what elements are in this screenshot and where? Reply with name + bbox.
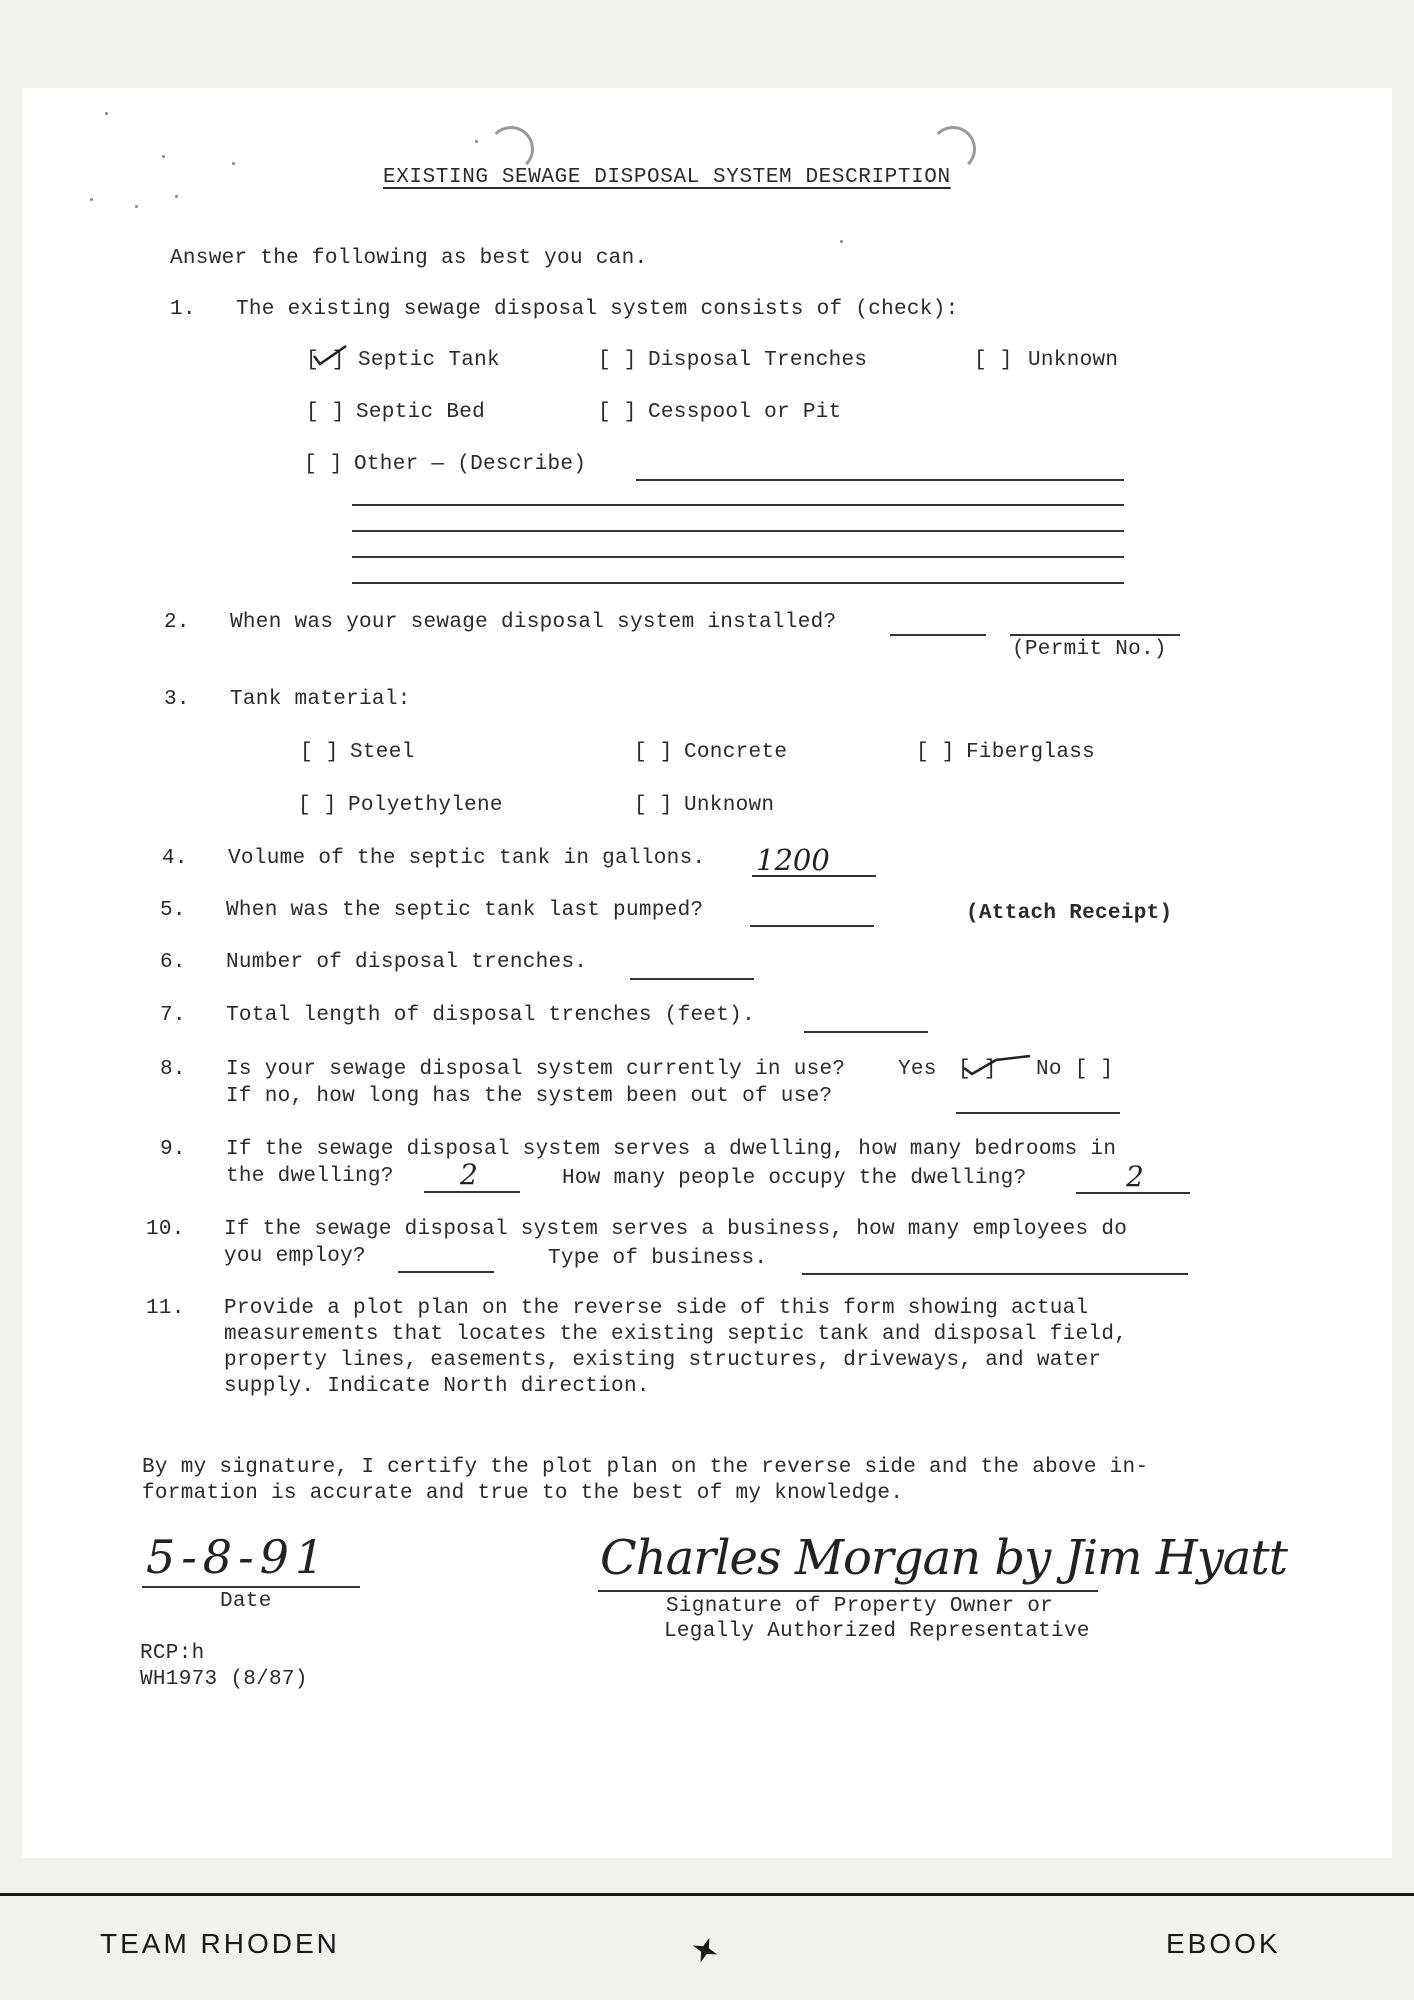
option-unknown-system: Unknown [1028,349,1119,372]
other-describe-line-5[interactable] [352,582,1124,584]
checkbox-unknown-system[interactable]: [ ] [974,349,1013,372]
q1-number: 1. [170,298,196,321]
trench-length-field[interactable] [804,1031,928,1033]
other-describe-line-1[interactable] [636,479,1124,481]
form-title: EXISTING SEWAGE DISPOSAL SYSTEM DESCRIPTION [383,166,951,189]
other-describe-line-3[interactable] [352,530,1124,532]
option-polyethylene: Polyethylene [348,794,503,817]
option-cesspool: Cesspool or Pit [648,401,842,424]
trench-count-field[interactable] [630,978,754,980]
q8-no-option[interactable]: No [ ] [1036,1058,1114,1081]
option-septic-bed: Septic Bed [356,401,486,424]
checkbox-in-use-yes[interactable]: [ ] [958,1058,997,1081]
q4-text: Volume of the septic tank in gallons. [228,847,706,870]
out-of-use-duration-field[interactable] [956,1112,1120,1114]
certification-line-1: By my signature, I certify the plot plan on the reverse side and the above in- [142,1456,1149,1479]
footer-label: EBOOK [1166,1928,1281,1959]
option-disposal-trenches: Disposal Trenches [648,349,868,372]
q2-number: 2. [164,611,190,634]
signature-label-2: Legally Authorized Representative [664,1620,1090,1643]
date-field[interactable] [142,1586,360,1588]
q8-text: Is your sewage disposal system currently in use? [226,1058,846,1081]
q5-text: When was the septic tank last pumped? [226,899,704,922]
certification-line-2: formation is accurate and true to the best of my knowledge. [142,1482,904,1505]
q8-yes-label: Yes [898,1058,937,1081]
checkbox-concrete[interactable]: [ ] [634,741,673,764]
q9-number: 9. [160,1138,186,1161]
business-type-field[interactable] [802,1273,1188,1275]
q2-text: When was your sewage disposal system installed? [230,611,837,634]
checkmark-icon [310,338,350,368]
other-describe-line-2[interactable] [352,504,1124,506]
checkbox-disposal-trenches[interactable]: [ ] [598,349,637,372]
option-other: Other — (Describe) [354,453,587,476]
form-code-2: WH1973 (8/87) [140,1668,308,1691]
date-label: Date [220,1590,272,1613]
q8-number: 8. [160,1058,186,1081]
q7-number: 7. [160,1004,186,1027]
checkbox-steel[interactable]: [ ] [300,741,339,764]
footer-divider [0,1893,1414,1896]
q3-number: 3. [164,688,190,711]
q11-line-3: property lines, easements, existing structures, driveways, and water [224,1349,1102,1372]
checkbox-septic-bed[interactable]: [ ] [306,401,345,424]
q11-line-2: measurements that locates the existing septic tank and disposal field, [224,1323,1128,1346]
form-intro: Answer the following as best you can. [170,247,648,270]
permit-label: (Permit No.) [1012,638,1167,661]
option-septic-tank: Septic Tank [358,349,500,372]
option-fiberglass: Fiberglass [966,741,1096,764]
q6-number: 6. [160,951,186,974]
q4-number: 4. [162,847,188,870]
signature-label-1: Signature of Property Owner or [666,1595,1054,1618]
q9-text: If the sewage disposal system serves a dwelling, how many bedrooms in [226,1138,1117,1161]
checkbox-polyethylene[interactable]: [ ] [298,794,337,817]
footer-brand: TEAM RHODEN [100,1928,340,1959]
four-point-star-icon [690,1935,720,1965]
q3-text: Tank material: [230,688,411,711]
date-value: 5-8-91 [146,1530,331,1584]
checkbox-unknown-material[interactable]: [ ] [634,794,673,817]
q8-followup: If no, how long has the system been out of use? [226,1085,833,1108]
signature-field[interactable] [598,1590,1098,1592]
install-date-field[interactable] [890,634,986,636]
attach-receipt-note: (Attach Receipt) [966,902,1173,925]
permit-number-field[interactable] [1010,634,1180,636]
q10-text: If the sewage disposal system serves a business, how many employees do [224,1218,1128,1241]
signature-value: Charles Morgan by Jim Hyatt [600,1530,1287,1586]
q7-text: Total length of disposal trenches (feet). [226,1004,755,1027]
q9-bedrooms-label: the dwelling? [226,1165,394,1188]
q10-employees-label: you employ? [224,1245,366,1268]
employees-field[interactable] [398,1271,494,1273]
form-code-1: RCP:h [140,1642,205,1665]
q11-line-1: Provide a plot plan on the reverse side of this form showing actual [224,1297,1089,1320]
option-unknown-material: Unknown [684,794,775,817]
volume-answer: 1200 [756,843,830,877]
option-concrete: Concrete [684,741,788,764]
q11-line-4: supply. Indicate North direction. [224,1375,650,1398]
q6-text: Number of disposal trenches. [226,951,588,974]
bedrooms-field[interactable] [424,1191,520,1193]
q10-number: 10. [146,1218,185,1241]
q9-people-label: How many people occupy the dwelling? [562,1167,1027,1190]
q1-text: The existing sewage disposal system consists of (check): [236,298,959,321]
checkmark-icon [960,1050,1040,1080]
checkbox-other[interactable]: [ ] [304,453,343,476]
option-steel: Steel [350,741,415,764]
last-pumped-field[interactable] [750,925,874,927]
other-describe-line-4[interactable] [352,556,1124,558]
bedrooms-answer: 2 [460,1158,478,1191]
checkbox-septic-tank[interactable]: [ ] [306,349,345,372]
occupants-answer: 2 [1126,1160,1144,1193]
checkbox-fiberglass[interactable]: [ ] [916,741,955,764]
q10-business-label: Type of business. [548,1247,768,1270]
checkbox-cesspool[interactable]: [ ] [598,401,637,424]
q11-number: 11. [146,1297,185,1320]
q5-number: 5. [160,899,186,922]
